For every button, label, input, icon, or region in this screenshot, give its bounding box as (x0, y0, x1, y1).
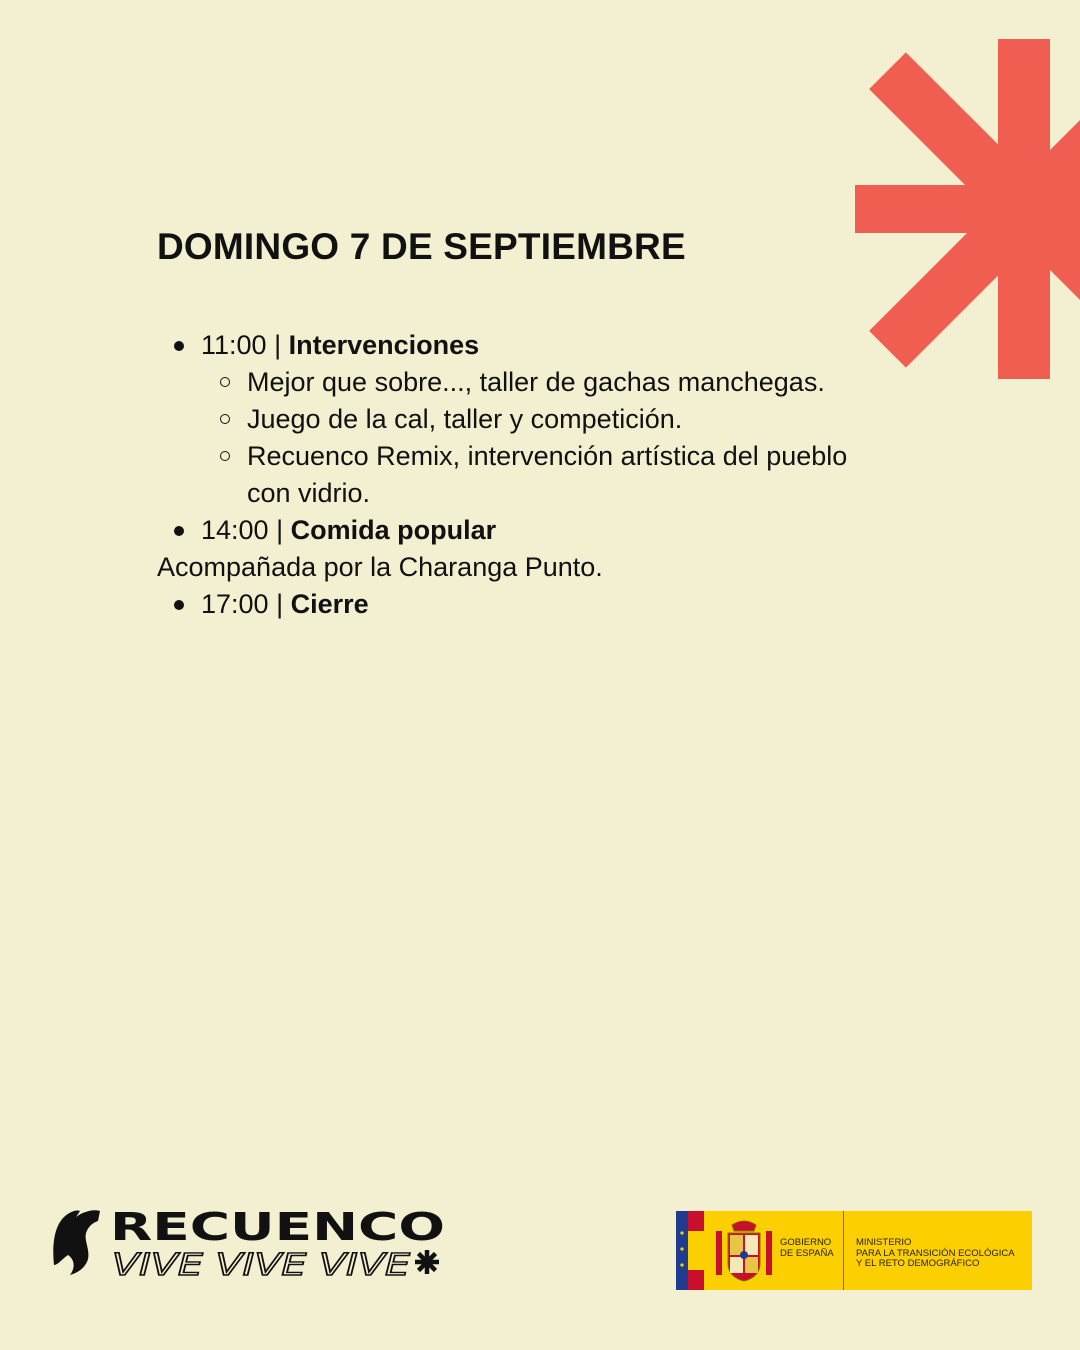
gov-label: GOBIERNO DE ESPAÑA (780, 1237, 834, 1259)
schedule-list (157, 327, 917, 623)
bullet-circle-icon (220, 451, 230, 461)
item-label: Intervenciones (288, 330, 480, 360)
bullet-circle-icon (220, 414, 230, 424)
item-time: 14:00 | (201, 515, 291, 545)
sub-item-text: Mejor que sobre..., taller de gachas manchegas. (247, 367, 825, 397)
logo-wordmark: RECUENCO (110, 1205, 445, 1249)
eu-spain-flag-icon (676, 1211, 704, 1290)
schedule-item-2-note (157, 549, 917, 586)
schedule-item-3 (157, 586, 917, 623)
item-label: Cierre (290, 589, 369, 619)
item-time: 17:00 | (201, 589, 291, 619)
bullet-dot-icon (174, 341, 184, 351)
sub-item-2 (157, 401, 917, 438)
coat-of-arms-icon (716, 1217, 772, 1285)
bullet-circle-icon (220, 377, 230, 387)
recuenco-vive-logo (50, 1205, 450, 1280)
bullet-dot-icon (174, 600, 184, 610)
sub-item-3 (157, 438, 917, 475)
schedule-item-2 (157, 512, 917, 549)
item-label: Comida popular (290, 515, 497, 545)
sub-item-text: con vidrio. (247, 478, 371, 508)
sub-item-text: Juego de la cal, taller y competición. (247, 404, 683, 434)
asterisk-icon (415, 1250, 439, 1274)
sub-item-text: Recuenco Remix, intervención artística del pueblo (247, 441, 848, 471)
logo-tagline: VIVE VIVE VIVE (112, 1248, 411, 1280)
schedule-item-1 (157, 327, 917, 364)
sub-item-3-continuation (157, 475, 917, 512)
government-logo (676, 1211, 1032, 1290)
bullet-dot-icon (174, 526, 184, 536)
bird-silhouette-icon (53, 1210, 100, 1275)
page-title: DOMINGO 7 DE SEPTIEMBRE (157, 226, 686, 267)
ministry-label: MINISTERIO PARA LA TRANSICIÓN ECOLÓGICA Y EL RETO DEMOGRÁFICO (856, 1237, 1015, 1269)
sub-item-1 (157, 364, 917, 401)
item-note: Acompañada por la Charanga Punto. (157, 552, 603, 582)
divider (843, 1211, 844, 1290)
item-time: 11:00 | (201, 330, 289, 360)
